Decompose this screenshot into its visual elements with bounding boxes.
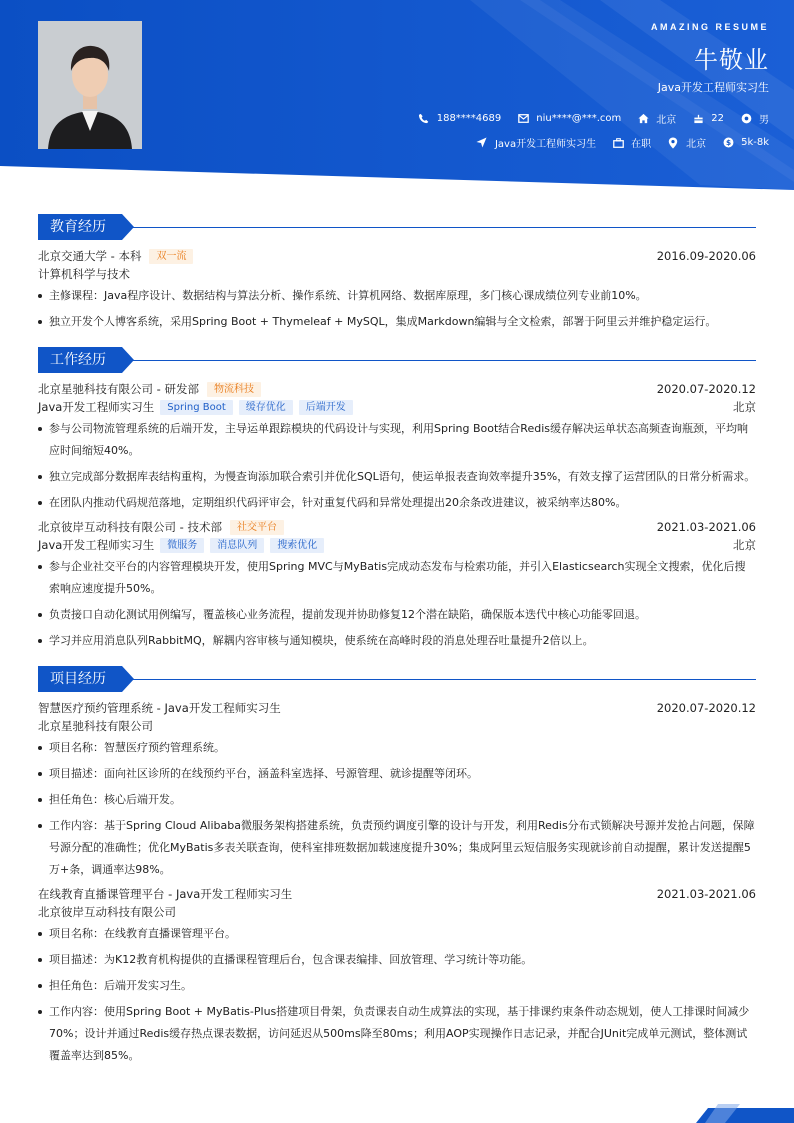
bullet-list — [38, 923, 756, 1067]
list-item: 学习并应用消息队列RabbitMQ，解耦内容审核与通知模块，使系统在高峰时段的消息处理吞吐量提升2倍以上。 — [38, 630, 756, 652]
list-item: 负责接口自动化测试用例编写，覆盖核心业务流程，提前发现并协助修复12个潜在缺陷，确保版本迭代中核心功能零回退。 — [38, 604, 756, 626]
profile-photo — [38, 21, 142, 149]
section-header — [38, 214, 756, 240]
bullet-list — [38, 556, 756, 652]
salary-item: $ 5k-8k — [722, 137, 769, 149]
role-name: Java开发工程师实习生 — [38, 538, 155, 552]
skill-tag: Spring Boot — [160, 400, 232, 415]
project-company: 北京彼岸互动科技有限公司 — [38, 905, 176, 919]
list-item: 主修课程：Java程序设计、数据结构与算法分析、操作系统、计算机网络、数据库原理，多门核心课成绩位列专业前10%。 — [38, 285, 756, 307]
company-name: 北京星驰科技有限公司 - 研发部 — [38, 382, 199, 396]
education-section — [38, 214, 756, 333]
work-city: 北京 — [733, 538, 756, 552]
work-entry — [38, 380, 756, 514]
list-item: 参与公司物流管理系统的后端开发，主导运单跟踪模块的代码设计与实现，利用Spring Boot结合Redis缓存解决运单状态高频查询瓶颈，平均响应时间缩短40%。 — [38, 418, 756, 462]
send-icon — [476, 137, 488, 149]
bullet-list — [38, 418, 756, 514]
work-section — [38, 347, 756, 652]
intent-city-item: 北京 — [667, 135, 706, 150]
skill-tag: 缓存优化 — [239, 400, 293, 415]
company-name: 北京彼岸互动科技有限公司 - 技术部 — [38, 520, 222, 534]
work-entry — [38, 518, 756, 652]
list-item: 参与企业社交平台的内容管理模块开发，使用Spring MVC与MyBatis完成动态发布与检索功能，并引入Elasticsearch实现全文搜索，优化后搜索响应速度提升50%。 — [38, 556, 756, 600]
date-range: 2021.03-2021.06 — [656, 887, 756, 901]
resume-header — [0, 0, 794, 190]
skill-tag: 搜索优化 — [270, 538, 324, 553]
gender-icon — [740, 113, 752, 125]
skill-tag: 微服务 — [160, 538, 204, 553]
list-item: 担任角色：核心后端开发。 — [38, 789, 756, 811]
briefcase-icon — [612, 137, 624, 149]
list-item: 工作内容：使用Spring Boot + MyBatis-Plus搭建项目骨架，负责课表自动生成算法的实现，基于排课约束条件动态规划，使人工排课时间减少70%；设计并通过Redis缓存热点课表数据，访问延迟从500ms降至80ms；利用AOP实现操作日志记录，并配合JUnit完成单元测试，整体测试覆盖率达到85%。 — [38, 1001, 756, 1067]
section-divider — [122, 679, 756, 680]
gender-item: 男 — [740, 111, 769, 126]
date-range: 2021.03-2021.06 — [656, 520, 756, 534]
industry-tag: 物流科技 — [207, 382, 261, 397]
location-pin-icon — [667, 137, 679, 149]
mail-icon — [517, 113, 529, 125]
project-entry — [38, 885, 756, 1067]
bullet-list — [38, 737, 756, 881]
section-title: 工作经历 — [38, 347, 122, 373]
svg-text:$: $ — [725, 138, 731, 148]
resume-body — [38, 214, 756, 1071]
role-name: Java开发工程师实习生 — [38, 400, 155, 414]
date-range: 2020.07-2020.12 — [656, 382, 756, 396]
section-header — [38, 347, 756, 373]
status-item: 在职 — [612, 135, 651, 150]
section-header — [38, 666, 756, 692]
skill-tag: 消息队列 — [210, 538, 264, 553]
bullet-list — [38, 285, 756, 333]
resume-tagline: AMAZING RESUME — [651, 22, 769, 32]
list-item: 项目名称：智慧医疗预约管理系统。 — [38, 737, 756, 759]
project-name: 在线教育直播课管理平台 - Java开发工程师实习生 — [38, 887, 293, 901]
candidate-name: 牛敬业 — [694, 46, 769, 74]
list-item: 担任角色：后端开发实习生。 — [38, 975, 756, 997]
list-item: 在团队内推动代码规范落地，定期组织代码评审会，针对重复代码和异常处理提出20余条改进建议，被采纳率达80%。 — [38, 492, 756, 514]
money-icon — [722, 137, 734, 149]
project-company: 北京星驰科技有限公司 — [38, 719, 153, 733]
home-icon — [637, 113, 649, 125]
list-item: 项目描述：面向社区诊所的在线预约平台，涵盖科室选择、号源管理、就诊提醒等闭环。 — [38, 763, 756, 785]
projects-section — [38, 666, 756, 1067]
skill-tag: 后端开发 — [299, 400, 353, 415]
project-name: 智慧医疗预约管理系统 - Java开发工程师实习生 — [38, 701, 281, 715]
school-name: 北京交通大学 - 本科 — [38, 249, 142, 263]
phone-icon — [418, 113, 430, 125]
age-item: 22 — [692, 113, 724, 125]
phone-item: 188****4689 — [418, 113, 502, 125]
email-item: niu****@***.com — [517, 113, 621, 125]
target-position: Java开发工程师实习生 — [657, 81, 769, 94]
major: 计算机科学与技术 — [38, 267, 130, 281]
list-item: 工作内容：基于Spring Cloud Alibaba微服务架构搭建系统，负责预约调度引擎的设计与开发，利用Redis分布式锁解决号源并发抢占问题，保障号源分配的准确性；优化MyBatis多表关联查询，使科室排班数据加载速度提升30%；集成阿里云短信服务实现就诊前自动提醒，累计发送提醒5万+条，调通率达98%。 — [38, 815, 756, 881]
date-range: 2016.09-2020.06 — [656, 249, 756, 263]
list-item: 项目名称：在线教育直播课管理平台。 — [38, 923, 756, 945]
section-title: 教育经历 — [38, 214, 122, 240]
list-item: 独立完成部分数据库表结构重构，为慢查询添加联合索引并优化SQL语句，使运单报表查询效率提升35%，有效支撑了运营团队的日常分析需求。 — [38, 466, 756, 488]
education-entry — [38, 247, 756, 333]
section-title: 项目经历 — [38, 666, 122, 692]
industry-tag: 社交平台 — [230, 520, 284, 535]
list-item: 项目描述：为K12教育机构提供的直播课程管理后台，包含课表编排、回放管理、学习统计等功能。 — [38, 949, 756, 971]
section-divider — [122, 227, 756, 228]
list-item: 独立开发个人博客系统，采用Spring Boot + Thymeleaf + MySQL，集成Markdown编辑与全文检索，部署于阿里云并维护稳定运行。 — [38, 311, 756, 333]
hometown-item: 北京 — [637, 111, 676, 126]
intent-position-item: Java开发工程师实习生 — [476, 135, 596, 150]
project-entry — [38, 699, 756, 881]
school-tag: 双一流 — [149, 249, 193, 264]
date-range: 2020.07-2020.12 — [656, 701, 756, 715]
section-divider — [122, 360, 756, 361]
contact-info-row — [402, 111, 769, 126]
job-intent-row — [460, 135, 769, 150]
work-city: 北京 — [733, 400, 756, 414]
cake-icon — [692, 113, 704, 125]
